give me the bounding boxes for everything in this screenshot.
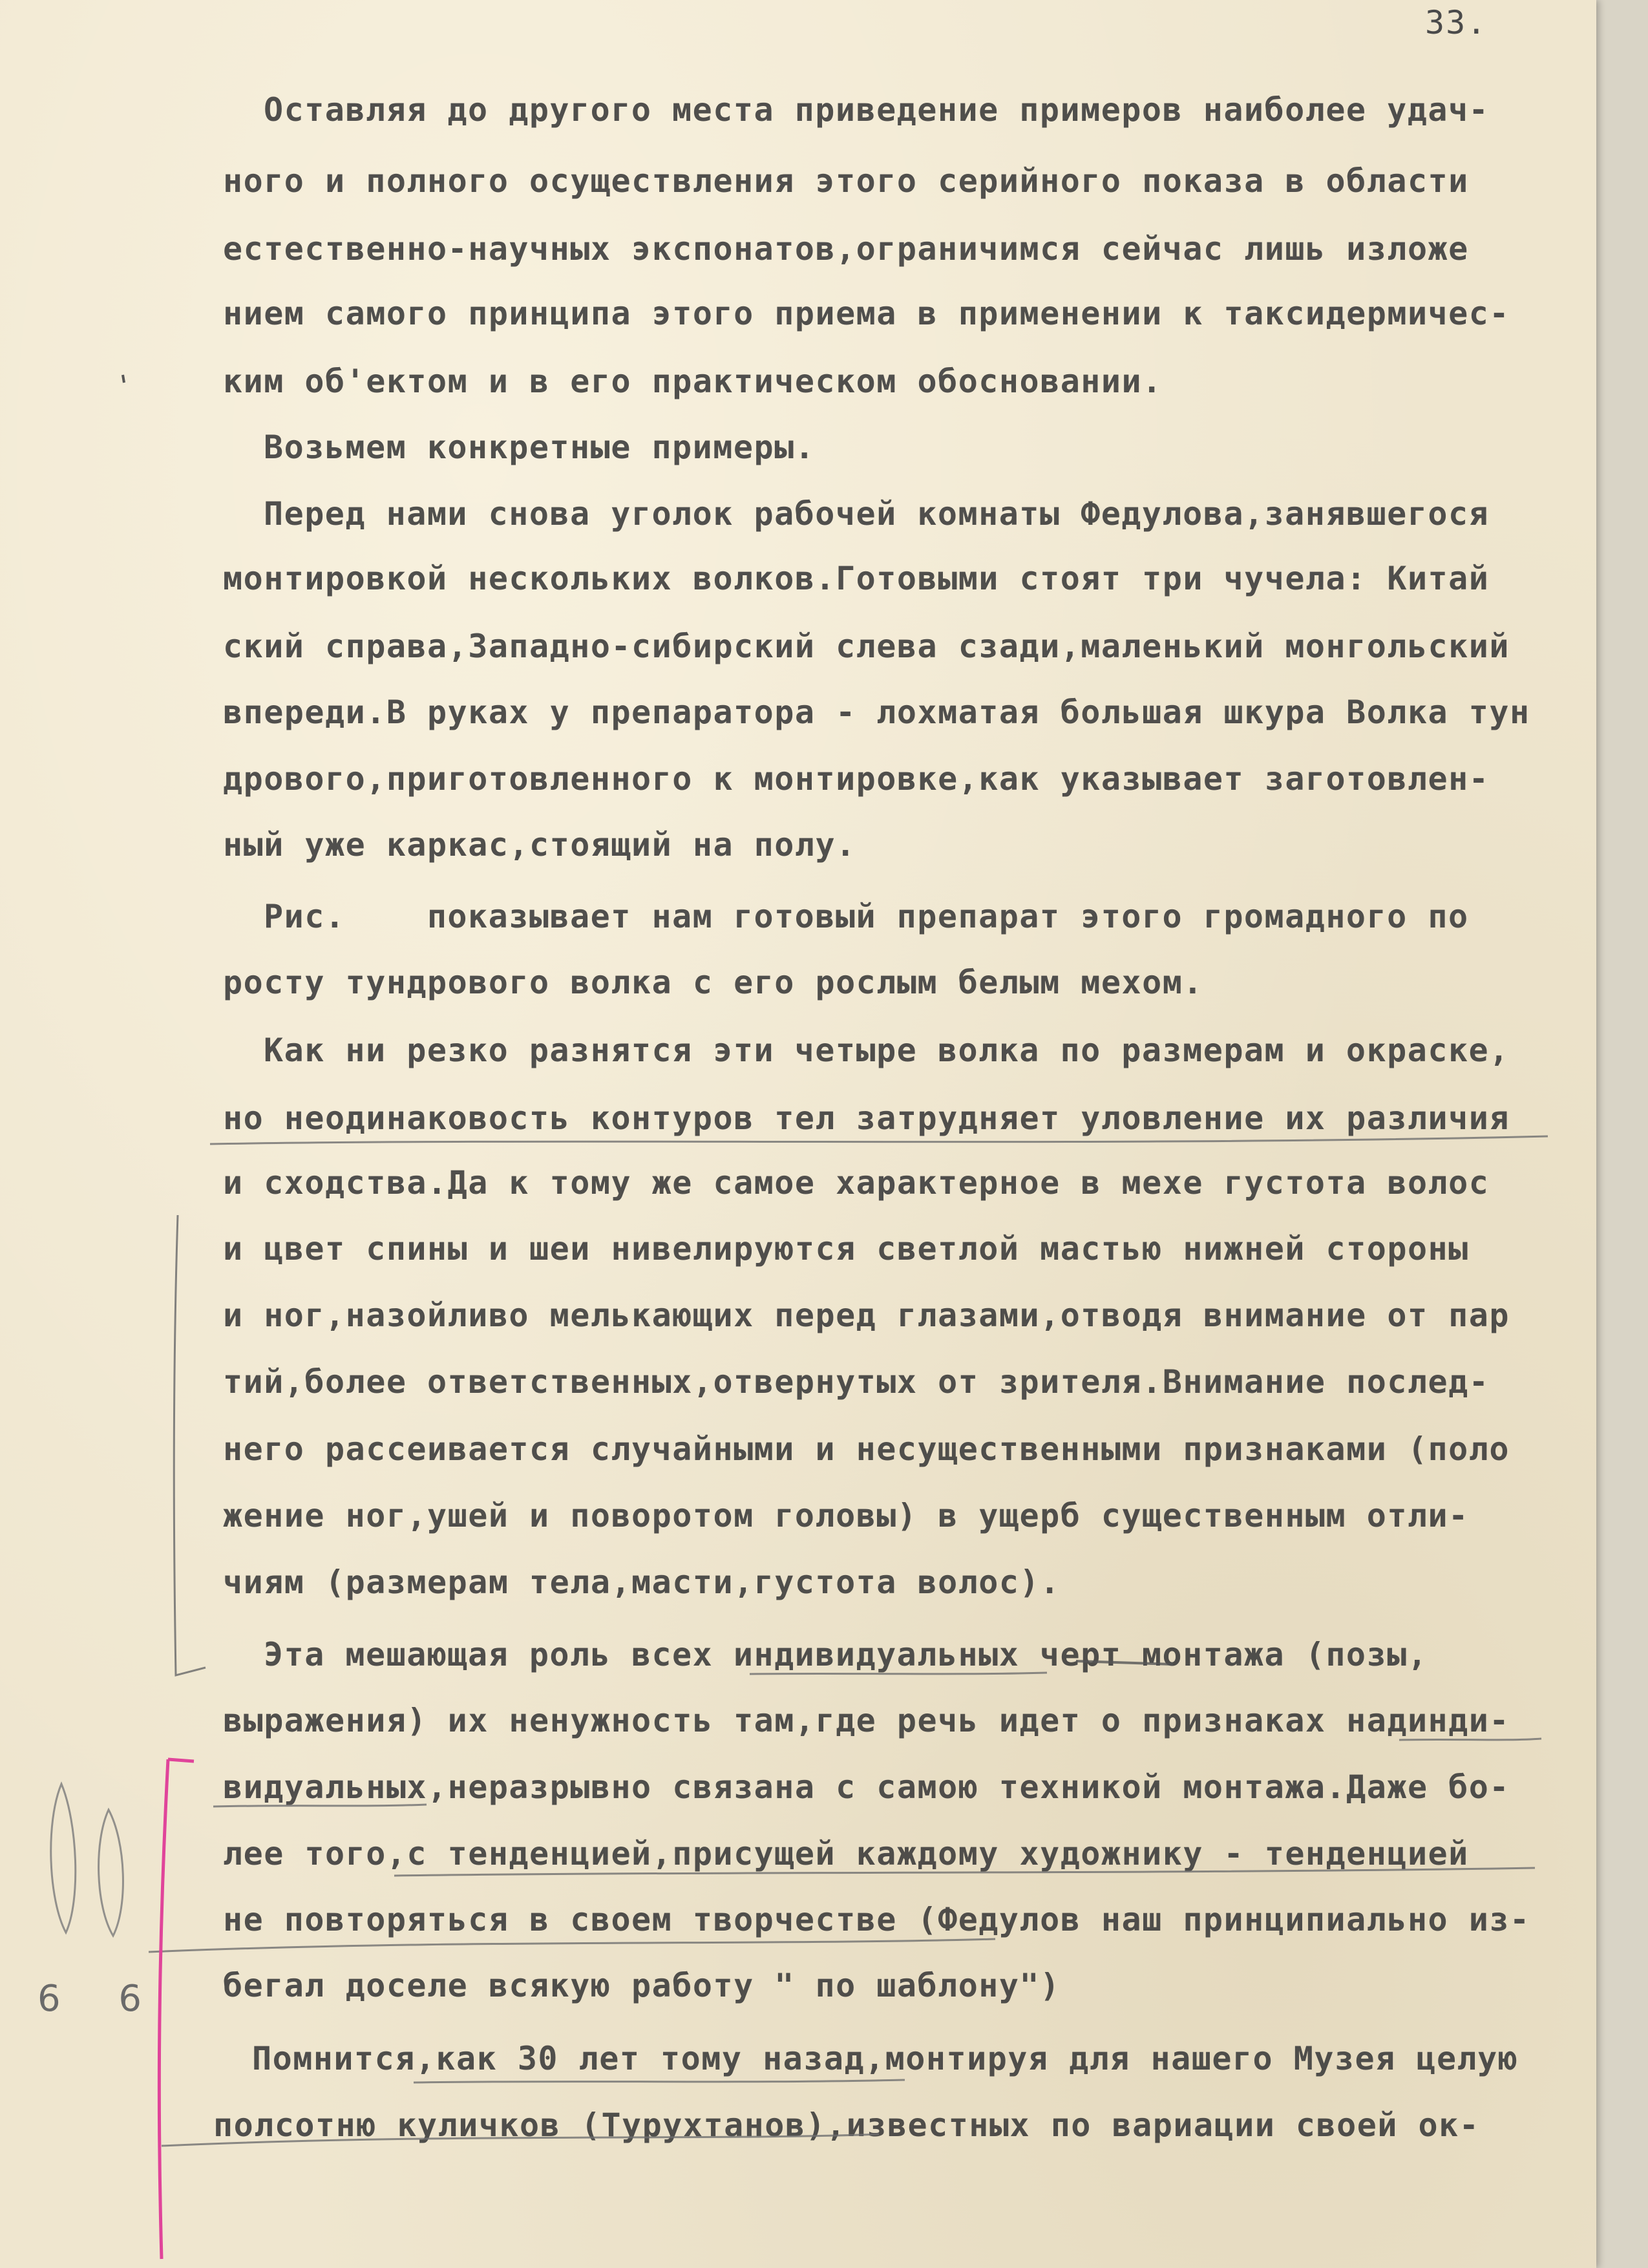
text-line: полсотню куличков (Турухтанов),известных по вариации своей ок- (213, 2106, 1480, 2144)
text-line: и сходства.Да к тому же самое характерное в мехе густота волос (223, 1164, 1490, 1202)
text-line: не повторяться в своем творчестве (Федулов наш принципиально из- (223, 1901, 1530, 1938)
text-line: впереди.В руках у препаратора - лохматая большая шкура Волка тун (223, 694, 1530, 731)
margin-digits: 6 6 (37, 1978, 165, 2020)
text-line: Эта мешающая роль всех индивидуальных черт монтажа (позы, (264, 1636, 1428, 1673)
text-line: тий,более ответственных,отвернутых от зрителя.Внимание послед- (223, 1363, 1490, 1401)
text-line: Помнится,как 30 лет тому назад,монтируя для нашего Музея целую (252, 2040, 1519, 2077)
text-line: жение ног,ушей и поворотом головы) в ущерб существенным отли- (223, 1497, 1469, 1534)
text-line: ного и полного осуществления этого серийного показа в области (223, 162, 1469, 200)
text-line: Перед нами снова уголок рабочей комнаты Федулова,занявшегося (264, 495, 1490, 533)
text-line: чиям (размерам тела,масти,густота волос). (223, 1563, 1061, 1601)
text-line: дрового,приготовленного к монтировке,как указывает заготовлен- (223, 760, 1490, 798)
text-line: выражения) их ненужность там,где речь идет о признаках надинди- (223, 1702, 1510, 1739)
text-line: Возьмем конкретные примеры. (264, 429, 816, 466)
text-line: нием самого принципа этого приема в применении к таксидермичес- (223, 295, 1510, 332)
text-line: монтировкой нескольких волков.Готовыми стоят три чучела: Китай (223, 560, 1490, 597)
text-line: росту тундрового волка с его рослым белым мехом. (223, 964, 1203, 1001)
text-line: но неодинаковость контуров тел затрудняет уловление их различия (223, 1099, 1510, 1137)
text-line: ский справа,Западно-сибирский слева сзади,маленький монгольский (223, 628, 1510, 665)
text-line: видуальных,неразрывно связана с самою техникой монтажа.Даже бо- (223, 1768, 1510, 1806)
text-line: Как ни резко разнятся эти четыре волка по размерам и окраске, (264, 1032, 1510, 1069)
text-line: ный уже каркас,стоящий на полу. (223, 826, 856, 864)
text-line: лее того,с тенденцией,присущей каждому художнику - тенденцией (223, 1835, 1469, 1872)
text-line: ким об'ектом и в его практическом обосновании. (223, 363, 1163, 400)
text-line: него рассеивается случайными и несущественными признаками (поло (223, 1430, 1510, 1468)
text-line: бегал доселе всякую работу " по шаблону") (223, 1967, 1061, 2004)
text-line: естественно-научных экспонатов,ограничимся сейчас лишь изложе (223, 230, 1469, 268)
text-line: и ног,назойливо мелькающих перед глазами,отводя внимание от пар (223, 1297, 1510, 1334)
text-line: и цвет спины и шеи нивелируются светлой мастью нижней стороны (223, 1230, 1469, 1267)
text-line: Рис. показывает нам готовый препарат этого громадного по (264, 898, 1469, 935)
text-line: Оставляя до другого места приведение примеров наиболее удач- (264, 91, 1490, 129)
page-number: 33. (1425, 4, 1488, 41)
